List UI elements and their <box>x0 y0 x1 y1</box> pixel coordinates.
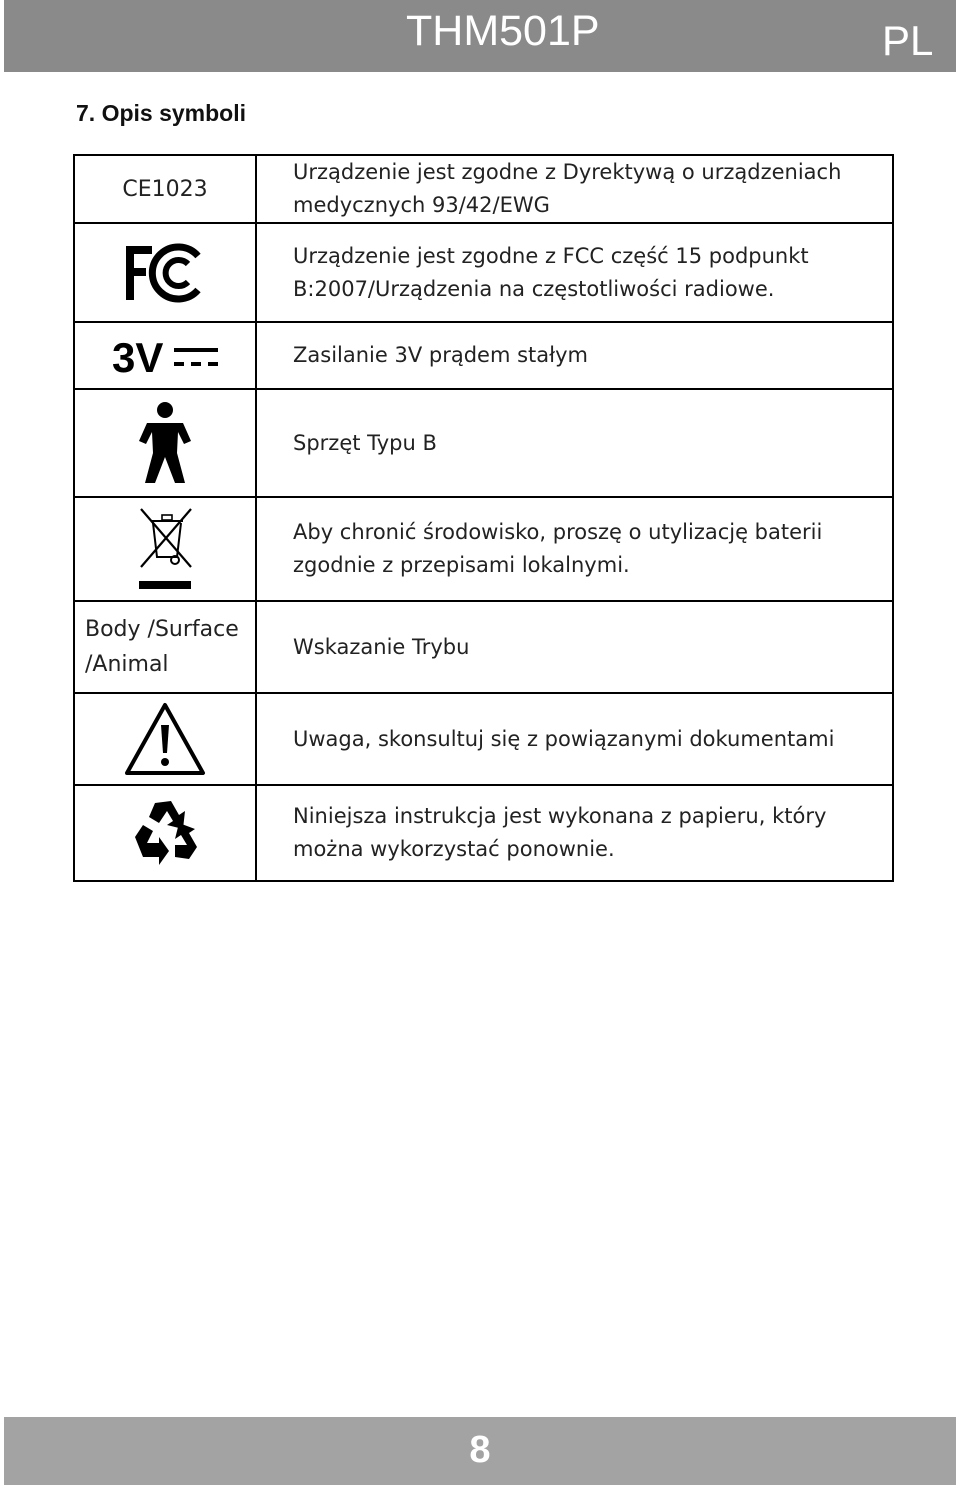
description-cell: Niniejsza instrukcja jest wykonana z papieru, który można wykorzystać ponownie. <box>256 785 893 881</box>
symbol-cell <box>74 389 256 497</box>
symbol-cell <box>74 155 256 223</box>
description-cell: Uwaga, skonsultuj się z powiązanymi dokumentami <box>256 693 893 785</box>
symbol-cell <box>74 223 256 322</box>
section-heading: 7. Opis symboli <box>76 100 246 126</box>
footer-bar <box>4 1417 956 1485</box>
description-cell: Urządzenie jest zgodne z Dyrektywą o urządzeniach medycznych 93/42/EWG <box>256 155 893 223</box>
page-number: 8 <box>469 1429 491 1471</box>
description-cell: Wskazanie Trybu <box>256 601 893 693</box>
header-bar <box>4 0 956 72</box>
symbol-cell <box>74 322 256 389</box>
description-cell: Zasilanie 3V prądem stałym <box>256 322 893 389</box>
warning-triangle-icon <box>123 701 207 777</box>
language-code: PL <box>882 17 934 64</box>
table-row <box>74 601 893 693</box>
table-row <box>74 155 893 223</box>
type-b-person-icon <box>139 401 191 485</box>
3v-dc-icon <box>110 334 220 378</box>
ce-mark-label: CE1023 <box>122 176 208 202</box>
fcc-logo-icon <box>124 242 206 304</box>
table-row <box>74 223 893 322</box>
recycle-icon <box>127 795 203 871</box>
description-cell: Sprzęt Typu B <box>256 389 893 497</box>
crossed-bin-icon <box>137 505 193 593</box>
table-row <box>74 693 893 785</box>
mode-label: Body /Surface /Animal <box>85 617 239 677</box>
table-row <box>74 785 893 881</box>
description-cell: Urządzenie jest zgodne z FCC część 15 podpunkt B:2007/Urządzenia na częstotliwości radiowe. <box>256 223 893 322</box>
table-row <box>74 389 893 497</box>
svg-text:3V: 3V <box>112 333 164 378</box>
table-row <box>74 322 893 389</box>
symbol-cell <box>74 693 256 785</box>
model-name: THM501P <box>406 7 600 55</box>
symbols-table <box>73 154 894 882</box>
description-cell: Aby chronić środowisko, proszę o utylizację baterii zgodnie z przepisami lokalnymi. <box>256 497 893 601</box>
table-row <box>74 497 893 601</box>
symbol-cell <box>74 497 256 601</box>
symbol-cell <box>74 601 256 693</box>
symbol-cell <box>74 785 256 881</box>
